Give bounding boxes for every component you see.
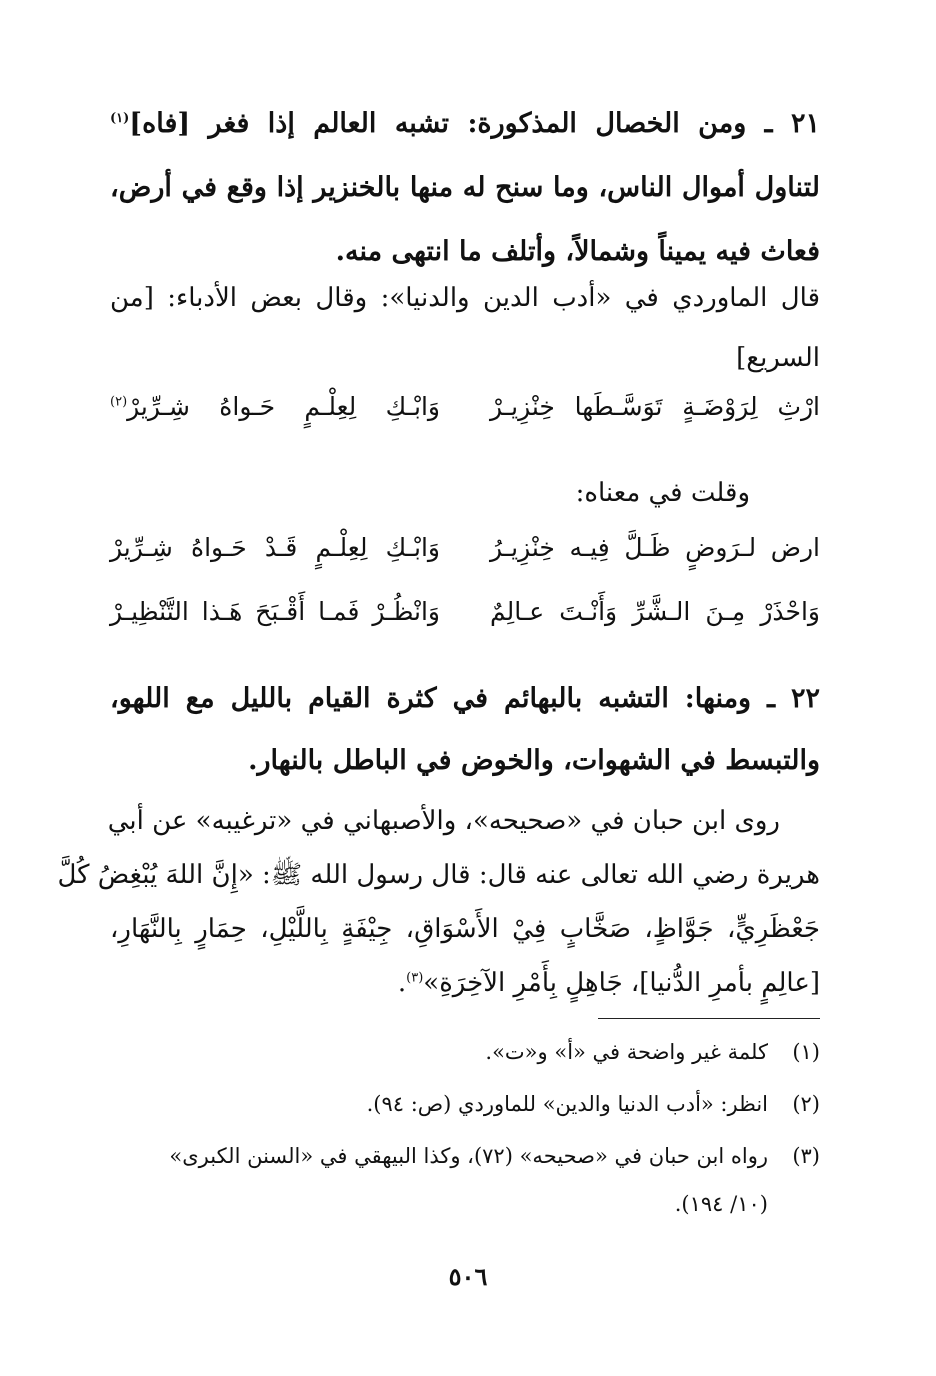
verse-1-second-text: وَابْـكِ لِعِلْـمٍ حَـواهُ شِـرِّيرْ	[127, 392, 440, 421]
hadith-line-4-text: [عالِمٍ بأمرِ الدُّنيا]، جَاهِلٍ بِأَمْرِ الآخِرَةِ»	[423, 968, 820, 998]
verse-3-second-hemistich: وَانْظُـرْ فَمـا أَقْـبَحَ هَـذا التَّنْظِيـرْ	[110, 597, 440, 626]
section-21-line-1-text: ٢١ ـ ومن الخصال المذكورة: تشبه العالم إذا فغر [فاه]	[129, 108, 820, 139]
footnote-3-text: رواه ابن حبان في «صحيحه» (٧٢)، وكذا البيهقي في «السنن الكبرى»	[169, 1144, 768, 1168]
footnote-ref-3: (٣)	[406, 970, 424, 986]
verse-3-first-hemistich: وَاحْذَرْ مِـنَ الـشَّرِّ وَأَنْـتَ عـالِمٌ	[490, 597, 820, 626]
hadith-line-4-end: .	[397, 968, 407, 998]
mawardi-line-1: قال الماوردي في «أدب الدين والدنيا»: وقال بعض الأدباء: [من	[110, 283, 820, 313]
section-22-line-2: والتبسط في الشهوات، والخوض في الباطل بالنهار.	[248, 745, 820, 776]
footnote-2	[100, 1092, 820, 1116]
footnote-ref-1: (١)	[110, 111, 130, 126]
verse-2-first-hemistich: ارض لـرَوضٍ ظَـلَّ فِيـه خِنْزِيـرُ	[490, 533, 820, 562]
verse-2	[100, 533, 820, 579]
verse-1	[100, 392, 820, 438]
footnote-1	[100, 1040, 820, 1064]
section-22-paragraph	[110, 668, 820, 792]
verse-2-second-hemistich: وَابْـكِ لِعِلْـمٍ قَـدْ حَـواهُ شِـرِّيرْ	[110, 533, 440, 562]
footnote-1-number: (١)	[792, 1040, 820, 1064]
footnote-1-text: كلمة غير واضحة في «أ» و«ت».	[485, 1040, 768, 1064]
verse-1-first-hemistich: ارْثِ لِرَوْضَـةٍ تَوَسَّـطَها خِنْزِيـرْ	[490, 392, 820, 421]
hadith-line-4	[110, 956, 820, 1010]
hadith-line-2: هريرة رضي الله تعالى عنه قال: قال رسول الله ﷺ: «إِنَّ اللهَ يُبْغِضُ كُلَّ	[57, 860, 820, 890]
section-21-paragraph	[110, 92, 820, 284]
footnote-3-number: (٣)	[792, 1144, 820, 1168]
footnote-3-continued	[100, 1192, 820, 1216]
section-21-line-3: فعاث فيه يميناً وشمالاً، وأتلف ما انتهى منه.	[335, 236, 820, 267]
footnote-ref-2: (٢)	[110, 394, 128, 410]
footnote-2-number: (٢)	[792, 1092, 820, 1116]
verse-1-second-hemistich	[110, 392, 440, 421]
intro-2-text: وقلت في معناه:	[575, 478, 750, 508]
hadith-paragraph	[57, 794, 820, 1010]
footnote-divider	[598, 1018, 820, 1019]
section-21-line-2: لتناول أموال الناس، وما سنح له منها بالخنزير إذا وقع في أرض،	[110, 172, 820, 203]
hadith-line-1: روى ابن حبان في «صحيحه»، والأصبهاني في «ترغيبه» عن أبي	[107, 806, 780, 836]
intro-2	[140, 468, 750, 518]
mawardi-paragraph	[110, 268, 820, 388]
section-22-line-1: ٢٢ ـ ومنها: التشبه بالبهائم في كثرة القيام بالليل مع اللهو،	[110, 683, 820, 714]
footnote-2-text: انظر: «أدب الدنيا والدين» للماوردي (ص: ٩٤).	[366, 1092, 768, 1116]
section-21-line-1	[110, 92, 820, 156]
mawardi-line-2: السريع]	[736, 343, 820, 373]
footnote-3-cont-text: (١٠/ ١٩٤).	[674, 1192, 768, 1216]
verse-3	[100, 597, 820, 643]
footnote-3	[100, 1144, 820, 1168]
hadith-line-3: جَعْظَرِيٍّ، جَوَّاظٍ، صَخَّابٍ فِيْ الأَسْوَاقِ، جِيْفَةٍ بِاللَّيْلِ، حِمَارٍ بِالنَّهَارِ،	[110, 914, 820, 944]
page-number: ٥٠٦	[448, 1262, 488, 1291]
